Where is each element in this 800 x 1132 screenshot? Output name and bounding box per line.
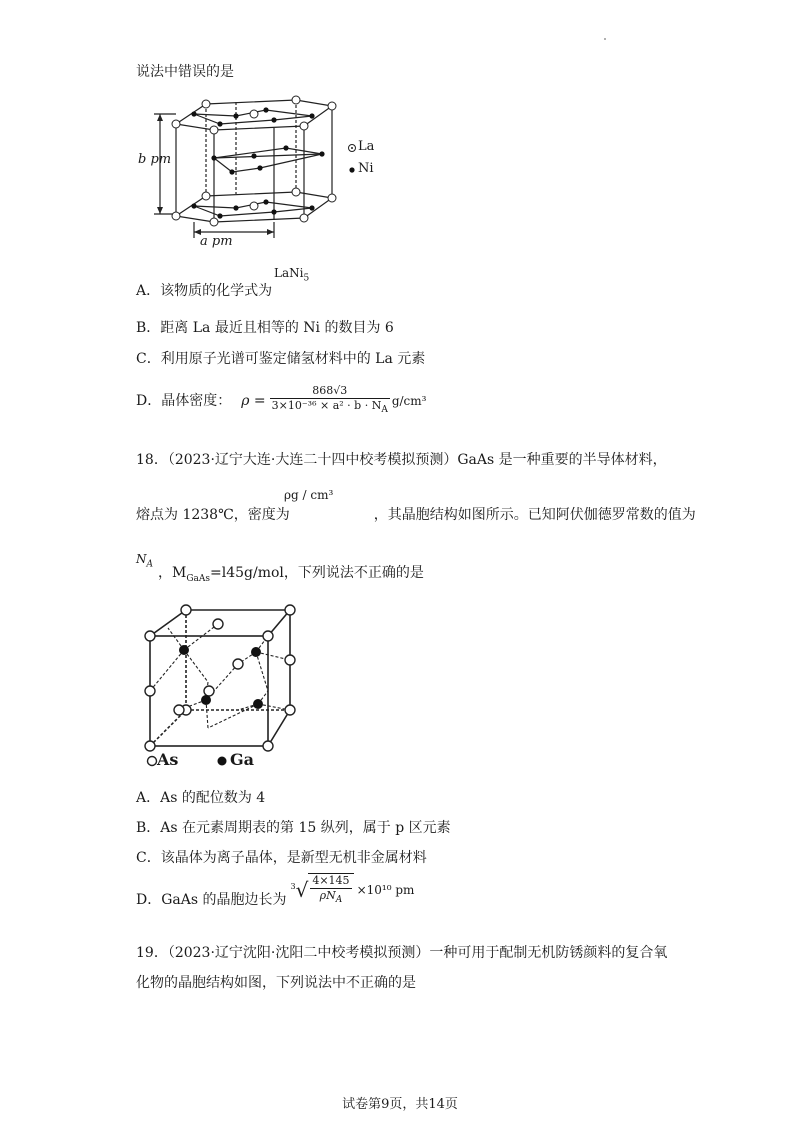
q18-option-c: C．该晶体为离子晶体，是新型无机非金属材料 <box>136 850 427 866</box>
q18-na-symbol: $N_A$ <box>136 552 153 570</box>
intro-line: 说法中错误的是 <box>136 64 234 80</box>
legend-la: La <box>358 139 375 154</box>
fig1-b-label: b pm <box>138 152 172 167</box>
q17-option-b: B．距离 La 最近且相等的 Ni 的数目为 6 <box>136 320 394 336</box>
fig1-a-label: a pm <box>200 234 233 249</box>
page-mark-dot <box>604 38 606 40</box>
gaas-crystal-figure <box>140 600 310 770</box>
density-fraction: $\frac{868√3}{3\times 10^{-36} \times a^2 \cdot b \cdot N_A}$ <box>271 384 388 416</box>
q18-stem-line1: 18．（2023·辽宁大连·大连二十四中校考模拟预测）GaAs 是一种重要的半导体材料， <box>136 452 667 468</box>
q18-option-d: D．GaAs 的晶胞边长为 3 √ $\frac{4\times 145}{\rho N_A}$ ×10¹⁰ pm <box>136 873 415 908</box>
q19-stem-line1: 19．（2023·辽宁沈阳·沈阳二中校考模拟预测）一种可用于配制无机防锈颜料的复合氧 <box>136 945 668 961</box>
page-footer: 试卷第9页，共14页 <box>342 1097 458 1112</box>
q17-option-a-formula: LaNi$_5$ <box>274 266 310 284</box>
lani5-crystal-figure <box>136 88 416 256</box>
q18-density: ρg / cm³ <box>284 488 334 502</box>
edge-length-fraction: $\frac{4\times 145}{\rho N_A}$ <box>312 873 350 906</box>
q17-option-a: A．该物质的化学式为 <box>136 283 273 299</box>
q17-option-d: D．晶体密度： ρ = $\frac{868√3}{3\times 10^{-36} \times a^2 \cdot b \cdot N_A}$ g/cm³ <box>136 384 427 416</box>
q18-stem-line2: 熔点为 1238℃，密度为 ，其晶胞结构如图所示。已知阿伏伽德罗常数的值为 <box>136 507 696 523</box>
legend-as: As <box>157 750 179 769</box>
q17-option-c: C．利用原子光谱可鉴定储氢材料中的 La 元素 <box>136 351 426 367</box>
legend-ni: Ni <box>358 161 374 176</box>
q19-stem-line2: 化物的晶胞结构如图，下列说法中不正确的是 <box>136 975 416 991</box>
q18-stem-line3: ，$M_{GaAs}=l45g$/mol，下列说法不正确的是 <box>158 565 424 584</box>
q18-option-b: B．As 在元素周期表的第 15 纵列，属于 p 区元素 <box>136 820 451 836</box>
q18-option-a: A．As 的配位数为 4 <box>136 790 266 806</box>
legend-ga: Ga <box>230 750 255 769</box>
